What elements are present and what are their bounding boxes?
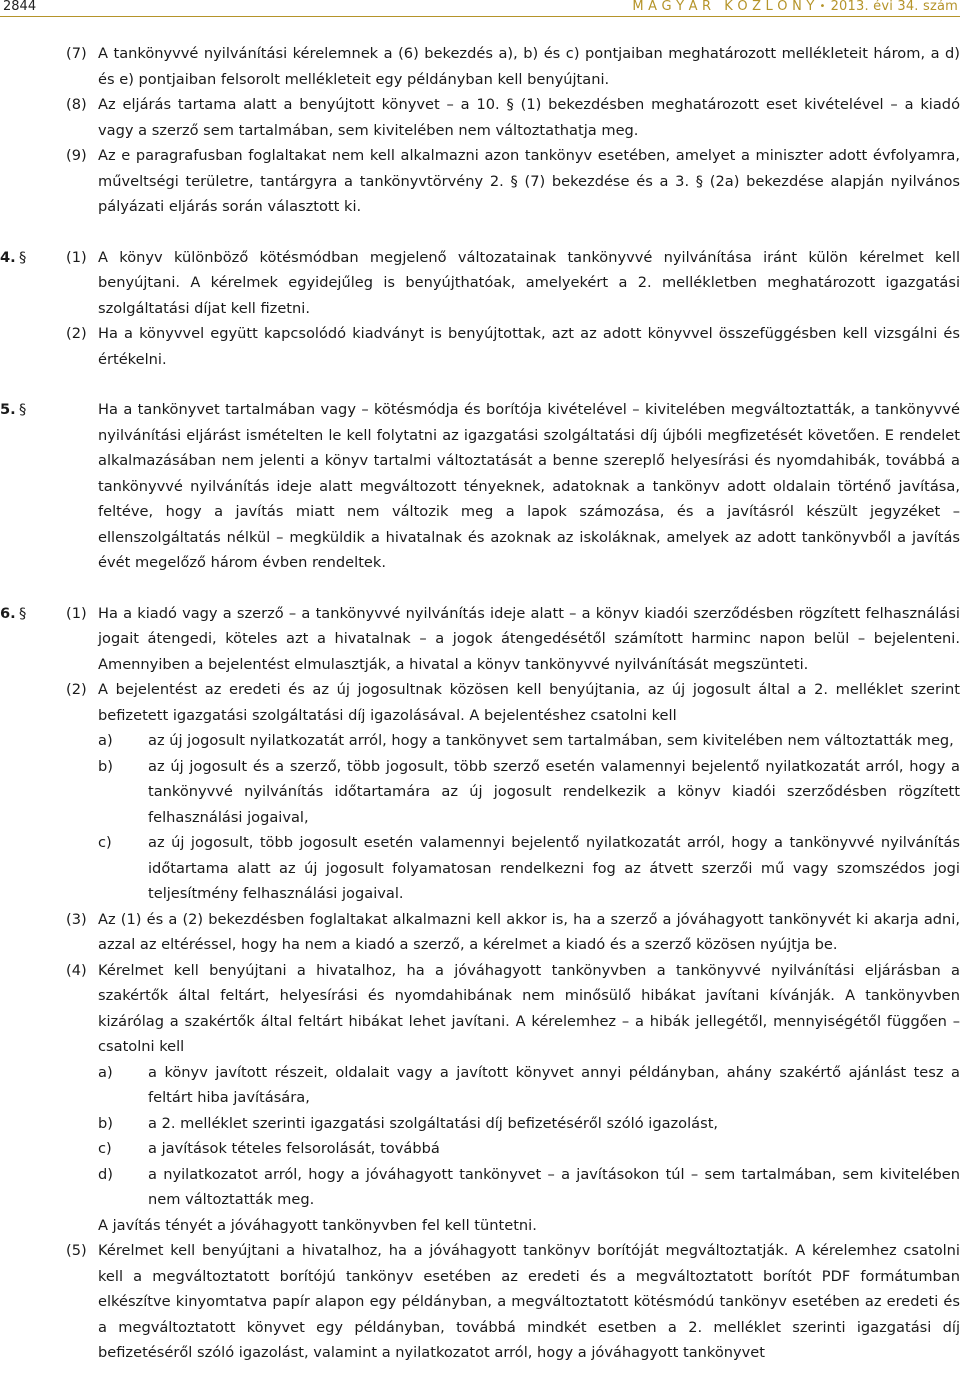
issue-label: 2013. évi 34. szám [830,0,958,14]
list-item [0,1111,960,1137]
header-rule [0,16,960,17]
list-item [0,1060,960,1111]
subsection-paragraph [0,321,960,372]
subsection-number: (5) [66,1242,87,1259]
subsection-number: (7) [66,45,87,62]
subsection-number: (4) [66,961,87,979]
journal-title: M A G Y A R K Ö Z L Ö N Y [632,0,815,14]
paragraph-text: Ha a kiadó vagy a szerző – a tankönyvvé nyilvánítás ideje alatt – a könyv kiadói szerződésben rögzített felhasználási jogait átengedi, köteles azt a hivatalnak – a jogok átengedésétől számított harminc napon belül – bejelenteni. Amennyiben a bejelentést elmulasztják, a hivatal a könyv tankönyvvé nyilvánítását megszünteti. [98,604,960,673]
subsection-number: (2) [66,681,87,698]
list-item [0,830,960,907]
section-paragraph [0,601,960,678]
paragraph-text: a 2. melléklet szerinti igazgatási szolgáltatási díj befizetéséről szóló igazolást, [148,1114,719,1132]
paragraph-text: Az e paragrafusban foglaltakat nem kell alkalmazni azon tankönyv esetében, amelyet a miniszter adott évfolyamra, műveltségi területre, tantárgyra a tankönyvtörvény 2. § (7) bekezdése és a 3. § (2a) bekezdése alapján nyilvános pályázati eljárás során választott ki. [98,147,960,215]
subsection-number: (1) [66,248,87,266]
section-symbol: § [19,401,27,418]
section-number: 4. [0,248,16,266]
list-item-marker: c) [98,834,112,851]
paragraph-text: Ha a tankönyvet tartalmában vagy – kötésmódja és borítója kivételével – kivitelében megváltoztatták, a tankönyvvé nyilvánítási eljárást ismételten le kell folytatni az igazgatási szolgáltatási díj újbóli megfizetését követően. E rendelet alkalmazásában nem jelenti a könyv tartalmi változtatását a benne szereplő helyesírási és nyomdahibák, továbbá a tankönyvvé nyilvánítás ideje alatt megváltozott tényeknek, adatoknak a tankönyv adott oldalain történő javítása, feltéve, hogy a javítás miatt nem változik meg a lapok számozása, és a javításról készült jegyzéket – ellenszolgáltatás nélkül – megküldik a hivatalnak és azoknak az iskoláknak, amelyek az adott tankönyvből a javítás évét megelőző három évben rendeltek. [98,401,960,571]
paragraph-text: Az (1) és a (2) bekezdésben foglaltakat alkalmazni kell akkor is, ha a szerző a jóváhagyott tankönyvét ki akarja adni, azzal az eltéréssel, hogy ha nem a kiadó a szerző, a kérelmet a kiadó és a szerző közösen nyújtja be. [98,910,960,953]
subsection-number: (9) [66,147,87,164]
paragraph-text: A javítás tényét a jóváhagyott tankönyvben fel kell tüntetni. [98,1216,537,1234]
section-paragraph [0,245,960,322]
paragraph-text: a nyilatkozatot arról, hogy a jóváhagyott tankönyvet – a javításokon túl – sem tartalmában, sem kivitelében nem változtatták meg. [148,1165,960,1208]
paragraph-text: az új jogosult, több jogosult esetén valamennyi bejelentő nyilatkozatát arról, hogy a tankönyvvé nyilvánítás időtartama alatt az új jogosult folyamatosan rendelkezni fog az átvett szerzői mű vagy szomszédos jogi teljesítmény felhasználási jogaival. [148,834,960,902]
subsection-number: (2) [66,325,87,342]
section-gap [0,372,960,397]
list-item-marker: b) [98,757,113,775]
paragraph-text: a javítások tételes felsorolását, továbbá [148,1140,440,1157]
paragraph-text: Kérelmet kell benyújtani a hivatalhoz, ha a jóváhagyott tankönyvben a tankönyvvé nyilvánítási eljárásban a szakértők által feltárt, helyesírási és nyomdahibának nem minősülő hibákat javítani kívánják. A tankönyvben kizárólag a szakértők által feltárt hibákat lehet javítani. A kérelemhez – a hibák jellegétől, mennyiségétől függően – csatolni kell [98,961,960,1055]
list-item [0,1162,960,1213]
subsection-paragraph [0,907,960,958]
header-bullet: • [819,1,826,12]
paragraph-text: Ha a könyvvel együtt kapcsolódó kiadványt is benyújtottak, azt az adott könyvvel összefüggésben kell vizsgálni és értékelni. [98,325,960,368]
section-gap [0,220,960,245]
running-title [632,0,958,14]
paragraph-text: A könyv különböző kötésmódban megjelenő változatainak tankönyvvé nyilvánítása iránt külön kérelmet kell benyújtani. A kérelmek egyidejűleg is benyújthatóak, amelyekért a 2. mellékletben meghatározott igazgatási szolgáltatási díjat kell fizetni. [98,248,960,317]
paragraph-text: A bejelentést az eredeti és az új jogosultnak közösen kell benyújtania, az új jogosult által a 2. melléklet szerint befizetett igazgatási szolgáltatási díj igazolásával. A bejelentéshez csatolni kell [98,681,960,724]
list-item-marker: c) [98,1140,112,1157]
page-number: 2844 [3,0,37,14]
section-paragraph [0,397,960,576]
paragraph-text: Kérelmet kell benyújtani a hivatalhoz, ha a jóváhagyott tankönyv borítóját megváltoztatják. A kérelemhez csatolni kell a megváltoztatott borítójú tankönyv esetében az eredeti és a megváltoztatott borítót PDF formátumban elkészítve kinyomtatva papír alapon egy példányban, a megváltoztatott kötésmódú tankönyv esetében az eredeti és a megváltoztatott könyvet egy példányban, továbbá mindkét esetben a 2. melléklet szerinti igazgatási díj befizetéséről szóló igazolást, valamint a nyilatkozatot arról, hogy a jóváhagyott tankönyvet [98,1242,960,1361]
section-gap [0,576,960,601]
paragraph-text: Az eljárás tartama alatt a benyújtott könyvet – a 10. § (1) bekezdésben meghatározott eset kivételével – a kiadó vagy a szerző sem tartalmában, sem kivitelében nem változtathatja meg. [98,96,960,139]
page-header [0,0,960,14]
paragraph-text: a könyv javított részeit, oldalait vagy a javított könyvet annyi példányban, ahány szakértő ajánlást tesz a feltárt hiba javítására, [148,1063,960,1106]
document-body [0,41,960,1366]
subsection-number: (3) [66,910,87,928]
paragraph-text: az új jogosult és a szerző, több jogosult, több szerző esetén valamennyi bejelentő nyilatkozatát arról, hogy a tankönyvvé nyilvánítás időtartamára az új jogosult rendelkezik a könyv kiadói szerződésben rögzített felhasználási jogaival, [148,757,960,826]
subsection-paragraph [0,1238,960,1366]
section-symbol: § [19,248,27,266]
list-item-marker: a) [98,1063,113,1081]
list-item [0,728,960,754]
list-item [0,754,960,831]
list-item-marker: a) [98,732,113,749]
section-number: 6. [0,604,16,622]
subsection-paragraph [0,958,960,1060]
continuation-paragraph [0,1213,960,1239]
subsection-number: (8) [66,96,87,113]
subsection-paragraph [0,143,960,220]
paragraph-text: A tankönyvvé nyilvánítási kérelemnek a (6) bekezdés a), b) és c) pontjaiban meghatározott mellékleteit három, a d) és e) pontjaiban felsorolt mellékleteit egy példányban kell benyújtani. [98,45,960,88]
section-number: 5. [0,401,16,418]
paragraph-text: az új jogosult nyilatkozatát arról, hogy a tankönyvet sem tartalmában, sem kivitelében nem változtatták meg, [148,732,954,749]
subsection-number: (1) [66,604,87,622]
list-item [0,1136,960,1162]
section-symbol: § [19,604,27,622]
subsection-paragraph [0,677,960,728]
list-item-marker: b) [98,1114,113,1132]
subsection-paragraph [0,92,960,143]
list-item-marker: d) [98,1165,113,1183]
subsection-paragraph [0,41,960,92]
